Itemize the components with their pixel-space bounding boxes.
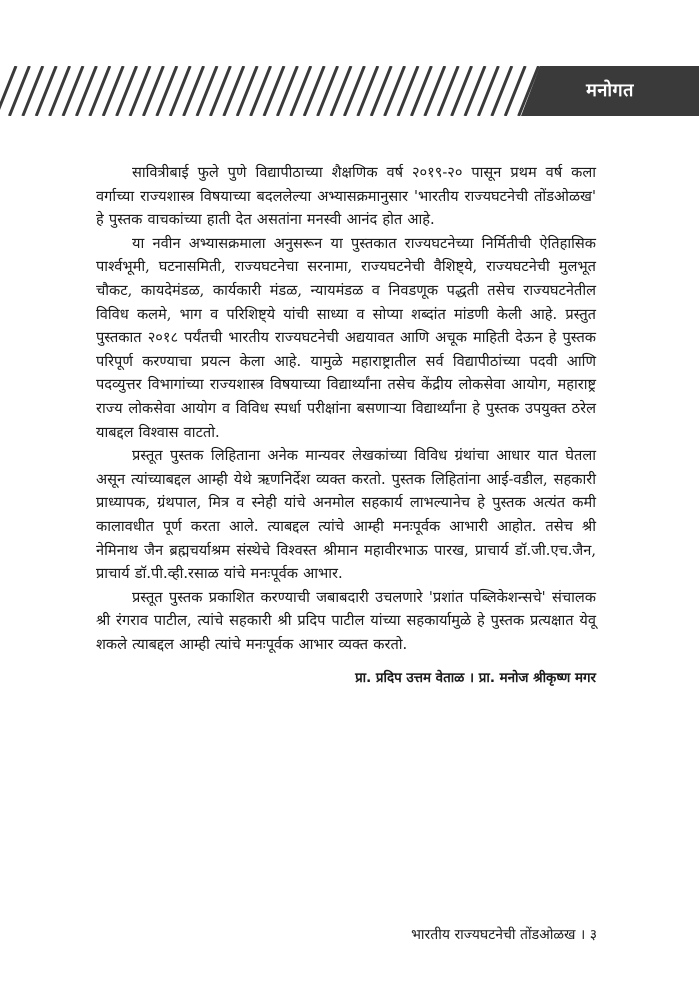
- main-content: [96, 161, 596, 690]
- page-title: मनोगत: [586, 80, 634, 101]
- author-signature: प्रा. प्रदिप उत्तम वेताळ । प्रा. मनोज श्रीकृष्ण मगर: [355, 671, 596, 687]
- page-footer: भारतीय राज्यघटनेची तोंडओळख । ३: [411, 927, 597, 943]
- paragraph-1: सावित्रीबाई फुले पुणे विद्यापीठाच्या शैक्षणिक वर्ष २०१९-२० पासून प्रथम वर्ष कला वर्गाच्या राज्यशास्त्र विषयाच्या बदललेल्या अभ्यासक्रमानुसार 'भारतीय राज्यघटनेची तोंडओळख' हे पुस्तक वाचकांच्या हाती देत असतांना मनस्वी आनंद होत आहे.: [96, 164, 596, 229]
- paragraph-4: प्रस्तूत पुस्तक प्रकाशित करण्याची जबाबदारी उचलणारे 'प्रशांत पब्लिकेशन्सचे' संचालक श्री रंगराव पाटील, त्यांचे सहकारी श्री प्रदिप पाटील यांच्या सहकार्यामुळे हे पुस्तक प्रत्यक्षात येवू शकले त्याबद्दल आम्ही त्यांचे मनःपूर्वक आभार व्यक्त करतो.: [96, 588, 596, 653]
- paragraph-2: या नवीन अभ्यासक्रमाला अनुसरून या पुस्तकात राज्यघटनेच्या निर्मितीची ऐतिहासिक पार्श्वभूमी, घटनासमिती, राज्यघटनेचा सरनामा, राज्यघटनेची वैशिष्ट्ये, राज्यघटनेची मुलभूत चौकट, कायदेमंडळ, कार्यकारी मंडळ, न्यायमंडळ व निवडणूक पद्धती तसेच राज्यघटनेतील विविध कलमे, भाग व परिशिष्ट्ये यांची साध्या व सोप्या शब्दांत मांडणी केली आहे. प्रस्तुत पुस्तकात २०१८ पर्यंतची भारतीय राज्यघटनेची अद्ययावत आणि अचूक माहिती देऊन हे पुस्तक परिपूर्ण करण्याचा प्रयत्न केला आहे. यामुळे महाराष्ट्रातील सर्व विद्यापीठांच्या पदवी आणि पदव्युत्तर विभागांच्या राज्यशास्त्र विषयाच्या विद्यार्थ्यांना तसेच केंद्रीय लोकसेवा आयोग, महाराष्ट्र राज्य लोकसेवा आयोग व विविध स्पर्धा परीक्षांना बसणाऱ्या विद्यार्थ्यांना हे पुस्तक उपयुक्त ठरेल याबद्दल विश्वास वाटतो.: [96, 234, 596, 441]
- paragraph-3: प्रस्तूत पुस्तक लिहिताना अनेक मान्यवर लेखकांच्या विविध ग्रंथांचा आधार यात घेतला असून त्यांच्याबद्दल आम्ही येथे ऋणनिर्देश व्यक्त करतो. पुस्तक लिहितांना आई-वडील, सहकारी प्राध्यापक, ग्रंथपाल, मित्र व स्नेही यांचे अनमोल सहकार्य लाभल्यानेच हे पुस्तक अत्यंत कमी कालावधीत पूर्ण करता आले. त्याबद्दल त्यांचे आम्ही मनःपूर्वक आभारी आहोत. तसेच श्री नेमिनाथ जैन ब्रह्मचर्याश्रम संस्थेचे विश्वस्त श्रीमान महावीरभाऊ पारख, प्राचार्य डॉ.जी.एच.जैन, प्राचार्य डॉ.पी.व्ही.रसाळ यांचे मनःपूर्वक आभार.: [96, 447, 596, 583]
